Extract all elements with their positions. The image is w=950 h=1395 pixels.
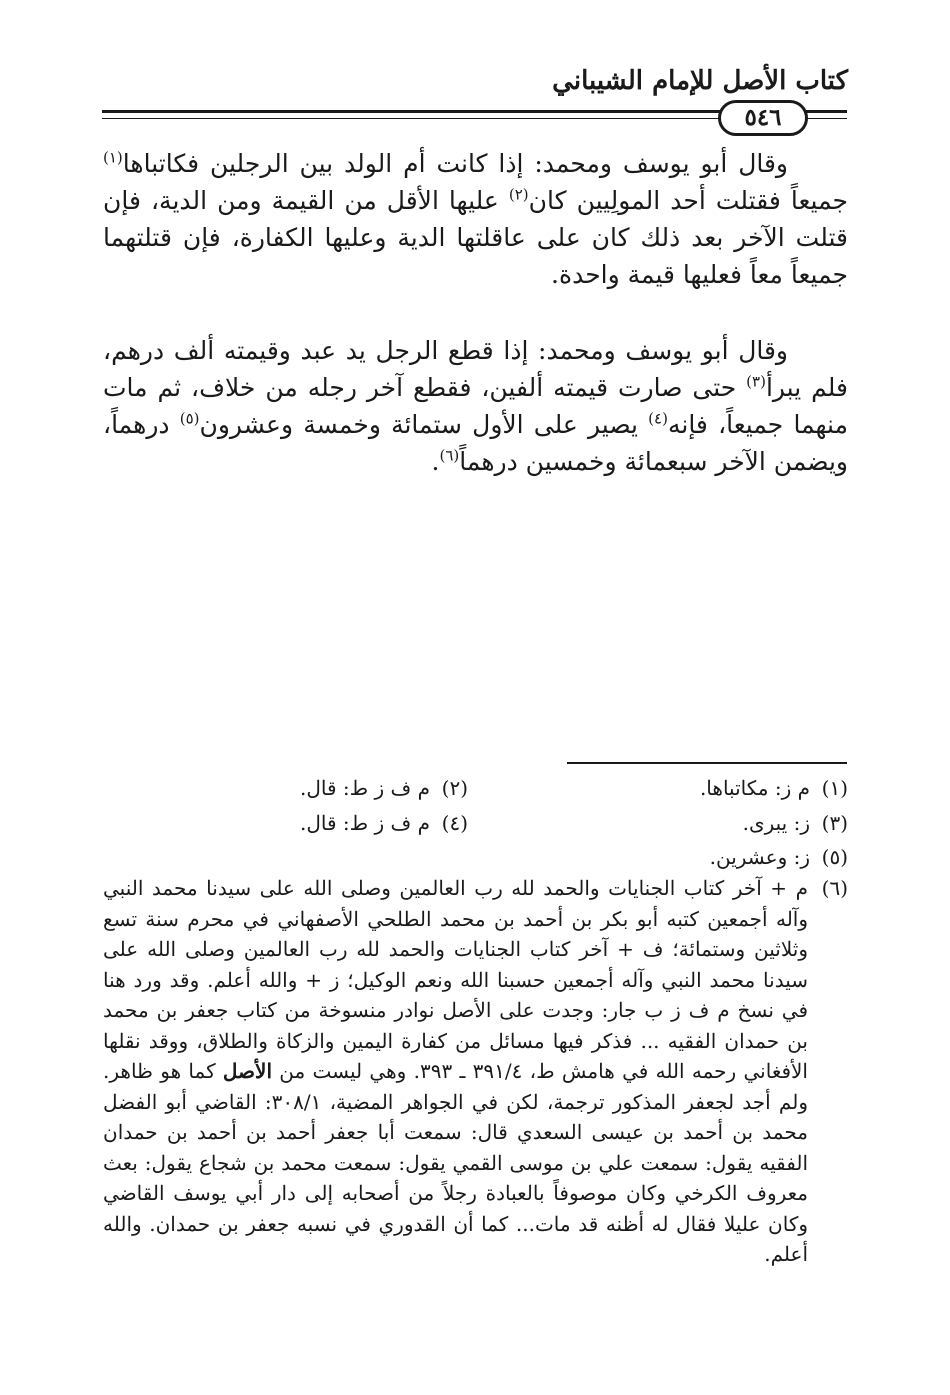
footnote-3-text: ز: يبرى. <box>742 811 810 835</box>
para1-text-2: جميعاً فقتلت أحد المولِيين كان <box>528 186 848 215</box>
footnote-1-number: (١) <box>821 776 848 800</box>
footnote-4-text: م ف ز ط: قال. <box>300 811 430 835</box>
footnote-2 <box>300 773 468 803</box>
footnote-3 <box>743 808 848 838</box>
para2-text-4: درهماً، ويضمن الآخر سبعمائة وخمسين درهماً <box>103 410 848 476</box>
footnote-5 <box>710 842 848 872</box>
footnote-3-number: (٣) <box>821 811 848 835</box>
footnote-4-number: (٤) <box>441 811 468 835</box>
footnote-6-number: (٦) <box>821 876 848 900</box>
page-number: ٥٤٦ <box>718 100 808 136</box>
footnote-ref-5: (٥) <box>179 409 200 428</box>
book-title: كتاب الأصل للإمام الشيباني <box>552 66 848 96</box>
para1-text-3: عليها الأقل من القيمة ومن الدية، فإن قتلت الآخر بعد ذلك كان على عاقلتها الدية وعليها الكفارة، فإن قتلتهما جميعاً معاً فعليها قيمة واحدة. <box>103 186 848 289</box>
footnote-2-text: م ف ز ط: قال. <box>300 776 430 800</box>
para2-text-5: . <box>431 447 440 476</box>
footnote-1-text: م ز: مكاتباها. <box>699 776 810 800</box>
footnote-ref-2: (٢) <box>508 185 529 204</box>
footnote-6-text <box>103 873 808 1270</box>
footnote-separator <box>567 762 847 764</box>
footnote-ref-1: (١) <box>103 148 123 167</box>
footnote-4 <box>300 808 468 838</box>
footnote-1 <box>700 773 848 803</box>
para2-text-2: حتى صارت قيمته ألفين، فقطع آخر رجله من خلاف، ثم مات منهما جميعاً، فإنه <box>103 373 848 439</box>
paragraph-1 <box>103 145 848 293</box>
footnote-5-number: (٥) <box>821 845 848 869</box>
para2-text-1: وقال أبو يوسف ومحمد: إذا قطع الرجل يد عبد وقيمته ألف درهم، فلم يبرأ <box>103 336 848 402</box>
para2-text-3: يصير على الأول ستمائة وخمسة وعشرون <box>199 410 649 439</box>
footnote-6 <box>103 873 848 1270</box>
footnote-ref-6: (٦) <box>439 446 460 465</box>
footnote-6-text-b: كما هو ظاهر. ولم أجد لجعفر المذكور ترجمة، لكن في الجواهر المضية، ٣٠٨/١: القاضي أبو الفضل محمد بن أحمد بن عيسى السعدي قال: سمعت أبا جعفر أحمد بن أحمد بن حمدان الفقيه يقول: سمعت علي بن موسى القمي يقول: سمعت محمد بن شجاع يقول: بعث معروف الكرخي وكان موصوفاً بالعبادة رجلاً من أصحابه إلى دار أبي يوسف القاضي وكان عليلا فقال له أظنه قد مات... كما أن القدوري في نسبه جعفر بن حمدان. والله أعلم. <box>103 1059 808 1266</box>
footnote-5-text: ز: وعشرين. <box>709 845 810 869</box>
para1-text-1: وقال أبو يوسف ومحمد: إذا كانت أم الولد بين الرجلين فكاتباها <box>122 149 788 178</box>
footnote-2-number: (٢) <box>441 776 468 800</box>
footnote-6-text-a: م + آخر كتاب الجنايات والحمد لله رب العالمين وصلى الله على سيدنا محمد النبي وآله أجمعين كتبه أبو بكر بن أحمد بن محمد الطلحي الأصفهاني في محرم سنة تسع وثلاثين وستمائة؛ ف + آخر كتاب الجنايات والحمد لله رب العالمين وصلى الله على سيدنا محمد النبي وآله أجمعين حسبنا الله ونعم الوكيل؛ ز + والله أعلم. وقد ورد هنا في نسخ م ف ز ب جار: وجدت على الأصل نوادر منسوخة من كتاب جعفر بن محمد بن حمدان الفقيه ... فذكر فيها مسائل من كفارة اليمين والزكاة والطلاق، ووقد نقلها الأفغاني رحمه الله في هامش ط، ٣٩١/٤ ـ ٣٩٣. وهي ليست من <box>103 876 808 1083</box>
footnote-ref-3: (٣) <box>746 372 766 391</box>
paragraph-2 <box>103 332 848 480</box>
footnote-6-bold-term: الأصل <box>222 1059 272 1083</box>
footnote-ref-4: (٤) <box>648 409 668 428</box>
